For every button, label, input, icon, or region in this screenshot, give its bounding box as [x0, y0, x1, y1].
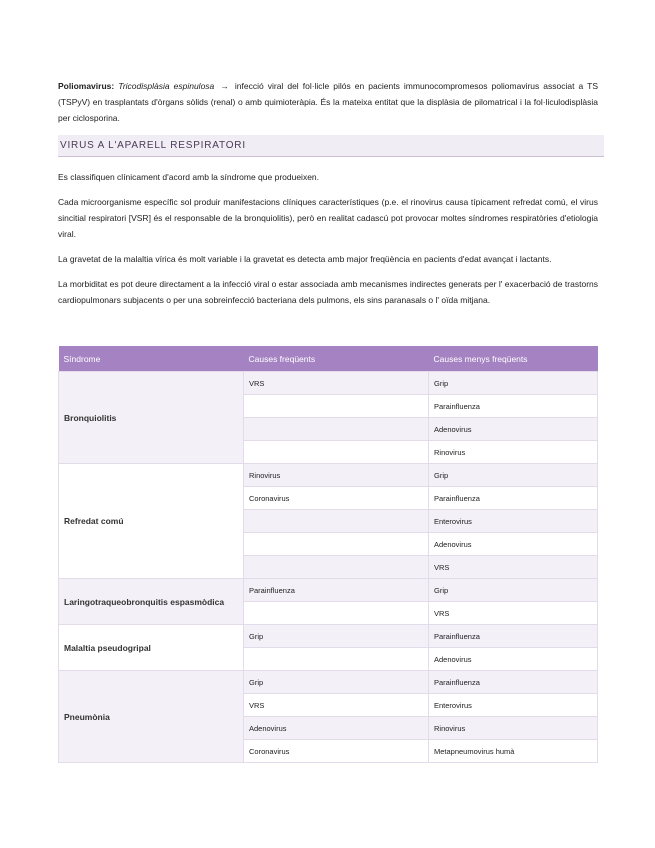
frequent-cause-cell	[244, 533, 429, 556]
frequent-cause-cell: VRS	[244, 372, 429, 395]
header-syndrome: Síndrome	[59, 346, 244, 372]
syndrome-cell: Pneumònia	[59, 671, 244, 763]
frequent-cause-cell: Adenovirus	[244, 717, 429, 740]
frequent-cause-cell	[244, 441, 429, 464]
header-frequent: Causes freqüents	[244, 346, 429, 372]
paragraph-4: La morbiditat es pot deure directament a la infecció viral o estar associada amb mecanismes indirectes generats per l' exacerbació de trastorns cardiopulmonars subjacents o per una sobreinfecció bacteriana dels pulmons, els sins paranasals o l' oïda mitjana.	[58, 279, 598, 305]
less-frequent-cause-cell: Rinovirus	[429, 717, 598, 740]
table-header-row	[59, 346, 598, 372]
frequent-cause-cell: VRS	[244, 694, 429, 717]
less-frequent-cause-cell: Parainfluenza	[429, 671, 598, 694]
frequent-cause-cell	[244, 556, 429, 579]
frequent-cause-cell	[244, 648, 429, 671]
less-frequent-cause-cell: Metapneumovirus humà	[429, 740, 598, 763]
frequent-cause-cell: Grip	[244, 625, 429, 648]
less-frequent-cause-cell: Adenovirus	[429, 648, 598, 671]
less-frequent-cause-cell: Parainfluenza	[429, 487, 598, 510]
less-frequent-cause-cell: VRS	[429, 556, 598, 579]
less-frequent-cause-cell: Grip	[429, 372, 598, 395]
table-row	[59, 625, 598, 648]
frequent-cause-cell: Parainfluenza	[244, 579, 429, 602]
frequent-cause-cell	[244, 510, 429, 533]
less-frequent-cause-cell: Enterovirus	[429, 510, 598, 533]
syndrome-cell: Bronquiolitis	[59, 372, 244, 464]
frequent-cause-cell	[244, 395, 429, 418]
less-frequent-cause-cell: Adenovirus	[429, 533, 598, 556]
section-heading: VIRUS A L'APARELL RESPIRATORI	[58, 135, 604, 157]
less-frequent-cause-cell: Parainfluenza	[429, 395, 598, 418]
less-frequent-cause-cell: Rinovirus	[429, 441, 598, 464]
frequent-cause-cell	[244, 418, 429, 441]
syndrome-cell: Malaltia pseudogripal	[59, 625, 244, 671]
syndrome-cell: Laringotraqueobronquitis espasmòdica	[59, 579, 244, 625]
less-frequent-cause-cell: Adenovirus	[429, 418, 598, 441]
table-row	[59, 671, 598, 694]
intro-paragraph	[58, 78, 598, 126]
less-frequent-cause-cell: Enterovirus	[429, 694, 598, 717]
intro-species: Tricodisplàsia espinulosa	[118, 81, 215, 91]
paragraph-2: Cada microorganisme específic sol produir manifestacions clíniques característiques (p.e. el rinovirus causa típicament refredat comú, el virus sincitial respiratori [VSR] és el responsable de la bronquiolitis), però en realitat cadascú pot provocar moltes síndromes respiratòries d'etiologia viral.	[58, 197, 598, 239]
less-frequent-cause-cell: Grip	[429, 464, 598, 487]
paragraph-1: Es classifiquen clínicament d'acord amb la síndrome que produeixen.	[58, 172, 320, 182]
header-less-frequent: Causes menys freqüents	[429, 346, 598, 372]
intro-term: Poliomavirus:	[58, 81, 115, 91]
syndrome-table	[58, 346, 598, 763]
intro-text: infecció viral del fol·licle pilós en pacients immunocompromesos poliomavirus associat a TS (TSPyV) en trasplantats d'òrgans sòlids (renal) o amb quimioteràpia. És la mateixa entitat que la displàsia de pilomatrical i la fol·liculodisplàsia per ciclosporina.	[58, 81, 598, 123]
table-row	[59, 579, 598, 602]
arrow-icon: →	[220, 81, 229, 91]
frequent-cause-cell: Grip	[244, 671, 429, 694]
document-page	[58, 78, 598, 317]
table-row	[59, 372, 598, 395]
less-frequent-cause-cell: Grip	[429, 579, 598, 602]
frequent-cause-cell: Rinovirus	[244, 464, 429, 487]
frequent-cause-cell: Coronavirus	[244, 740, 429, 763]
less-frequent-cause-cell: VRS	[429, 602, 598, 625]
less-frequent-cause-cell: Parainfluenza	[429, 625, 598, 648]
paragraph-3: La gravetat de la malaltia vírica és molt variable i la gravetat es detecta amb major freqüència en pacients d'edat avançat i lactants.	[58, 254, 552, 264]
frequent-cause-cell: Coronavirus	[244, 487, 429, 510]
syndrome-cell: Refredat comú	[59, 464, 244, 579]
frequent-cause-cell	[244, 602, 429, 625]
table-row	[59, 464, 598, 487]
